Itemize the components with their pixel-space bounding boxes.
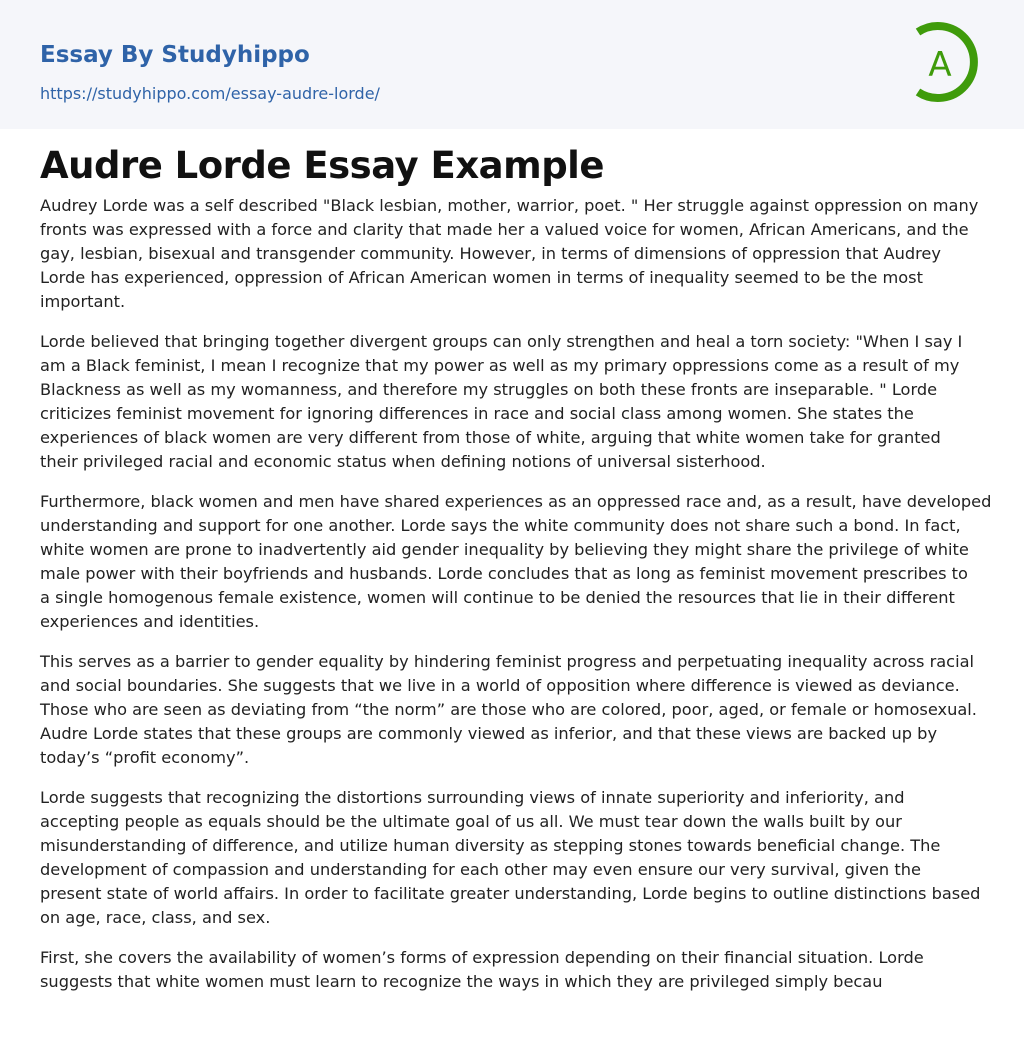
- paragraph-line: Those who are seen as deviating from “the norm” are those who are colored, poor, aged, or female or homosexual.: [40, 700, 977, 719]
- paragraph-line: Blackness as well as my womanness, and therefore my struggles on both these fronts are inseparable. " Lorde: [40, 380, 938, 399]
- logo-letter: A: [928, 45, 952, 85]
- essay-paragraph: [40, 650, 1000, 770]
- paragraph-line: accepting people as equals should be the ultimate goal of us all. We must tear down the walls built by our: [40, 812, 902, 831]
- paragraph-line: and social boundaries. She suggests that we live in a world of opposition where difference is viewed as deviance.: [40, 676, 960, 695]
- paragraph-line: experiences and identities.: [40, 612, 260, 631]
- paragraph-line: First, she covers the availability of women’s forms of expression depending on their financial situation. Lorde: [40, 948, 924, 967]
- paragraph-line: experiences of black women are very different from those of white, arguing that white women take for granted: [40, 428, 941, 447]
- paragraph-line: am a Black feminist, I mean I recognize that my power as well as my primary oppressions come as a result of my: [40, 356, 960, 375]
- paragraph-line: Furthermore, black women and men have shared experiences as an oppressed race and, as a result, have developed: [40, 492, 992, 511]
- paragraph-line: present state of world affairs. In order to facilitate greater understanding, Lorde begins to outline distinctions based: [40, 884, 981, 903]
- site-title[interactable]: Essay By Studyhippo: [40, 42, 310, 68]
- paragraph-line: male power with their boyfriends and husbands. Lorde concludes that as long as feminist movement prescribes to: [40, 564, 968, 583]
- paragraph-line: important.: [40, 292, 126, 311]
- paragraph-line: Lorde believed that bringing together divergent groups can only strengthen and heal a torn society: "When I say I: [40, 332, 963, 351]
- paragraph-line: today’s “profit economy”.: [40, 748, 250, 767]
- paragraph-line: understanding and support for one another. Lorde says the white community does not share such a bond. In fact,: [40, 516, 961, 535]
- essay-paragraph: [40, 946, 1000, 994]
- essay-url-link[interactable]: https://studyhippo.com/essay-audre-lorde/: [40, 84, 380, 103]
- paragraph-line: their privileged racial and economic status when defining notions of universal sisterhood.: [40, 452, 766, 471]
- essay-paragraph: [40, 330, 1000, 474]
- paragraph-line: Audre Lorde states that these groups are commonly viewed as inferior, and that these views are backed up by: [40, 724, 938, 743]
- paragraph-line: Lorde has experienced, oppression of African American women in terms of inequality seemed to be the most: [40, 268, 923, 287]
- paragraph-line: suggests that white women must learn to recognize the ways in which they are privileged simply becau: [40, 972, 883, 991]
- site-header: [0, 0, 1024, 129]
- paragraph-line: misunderstanding of difference, and utilize human diversity as stepping stones towards beneficial change. The: [40, 836, 941, 855]
- paragraph-line: a single homogenous female existence, women will continue to be denied the resources that lie in their different: [40, 588, 955, 607]
- paragraph-line: This serves as a barrier to gender equality by hindering feminist progress and perpetuating inequality across racial: [40, 652, 974, 671]
- studyhippo-logo-icon[interactable]: [910, 18, 986, 106]
- paragraph-line: development of compassion and understanding for each other may even ensure our very survival, given the: [40, 860, 921, 879]
- paragraph-line: white women are prone to inadvertently aid gender inequality by believing they might share the privilege of white: [40, 540, 969, 559]
- paragraph-line: Lorde suggests that recognizing the distortions surrounding views of innate superiority and inferiority, and: [40, 788, 905, 807]
- paragraph-line: fronts was expressed with a force and clarity that made her a valued voice for women, African Americans, and the: [40, 220, 969, 239]
- essay-paragraph: [40, 786, 1000, 930]
- essay-body: [40, 194, 1000, 1010]
- essay-paragraph: [40, 194, 1000, 314]
- essay-paragraph: [40, 490, 1000, 634]
- paragraph-line: on age, race, class, and sex.: [40, 908, 271, 927]
- page-title: Audre Lorde Essay Example: [40, 144, 604, 187]
- paragraph-line: criticizes feminist movement for ignoring differences in race and social class among women. She states the: [40, 404, 914, 423]
- paragraph-line: Audrey Lorde was a self described "Black lesbian, mother, warrior, poet. " Her struggle against oppression on many: [40, 196, 979, 215]
- paragraph-line: gay, lesbian, bisexual and transgender community. However, in terms of dimensions of oppression that Audrey: [40, 244, 941, 263]
